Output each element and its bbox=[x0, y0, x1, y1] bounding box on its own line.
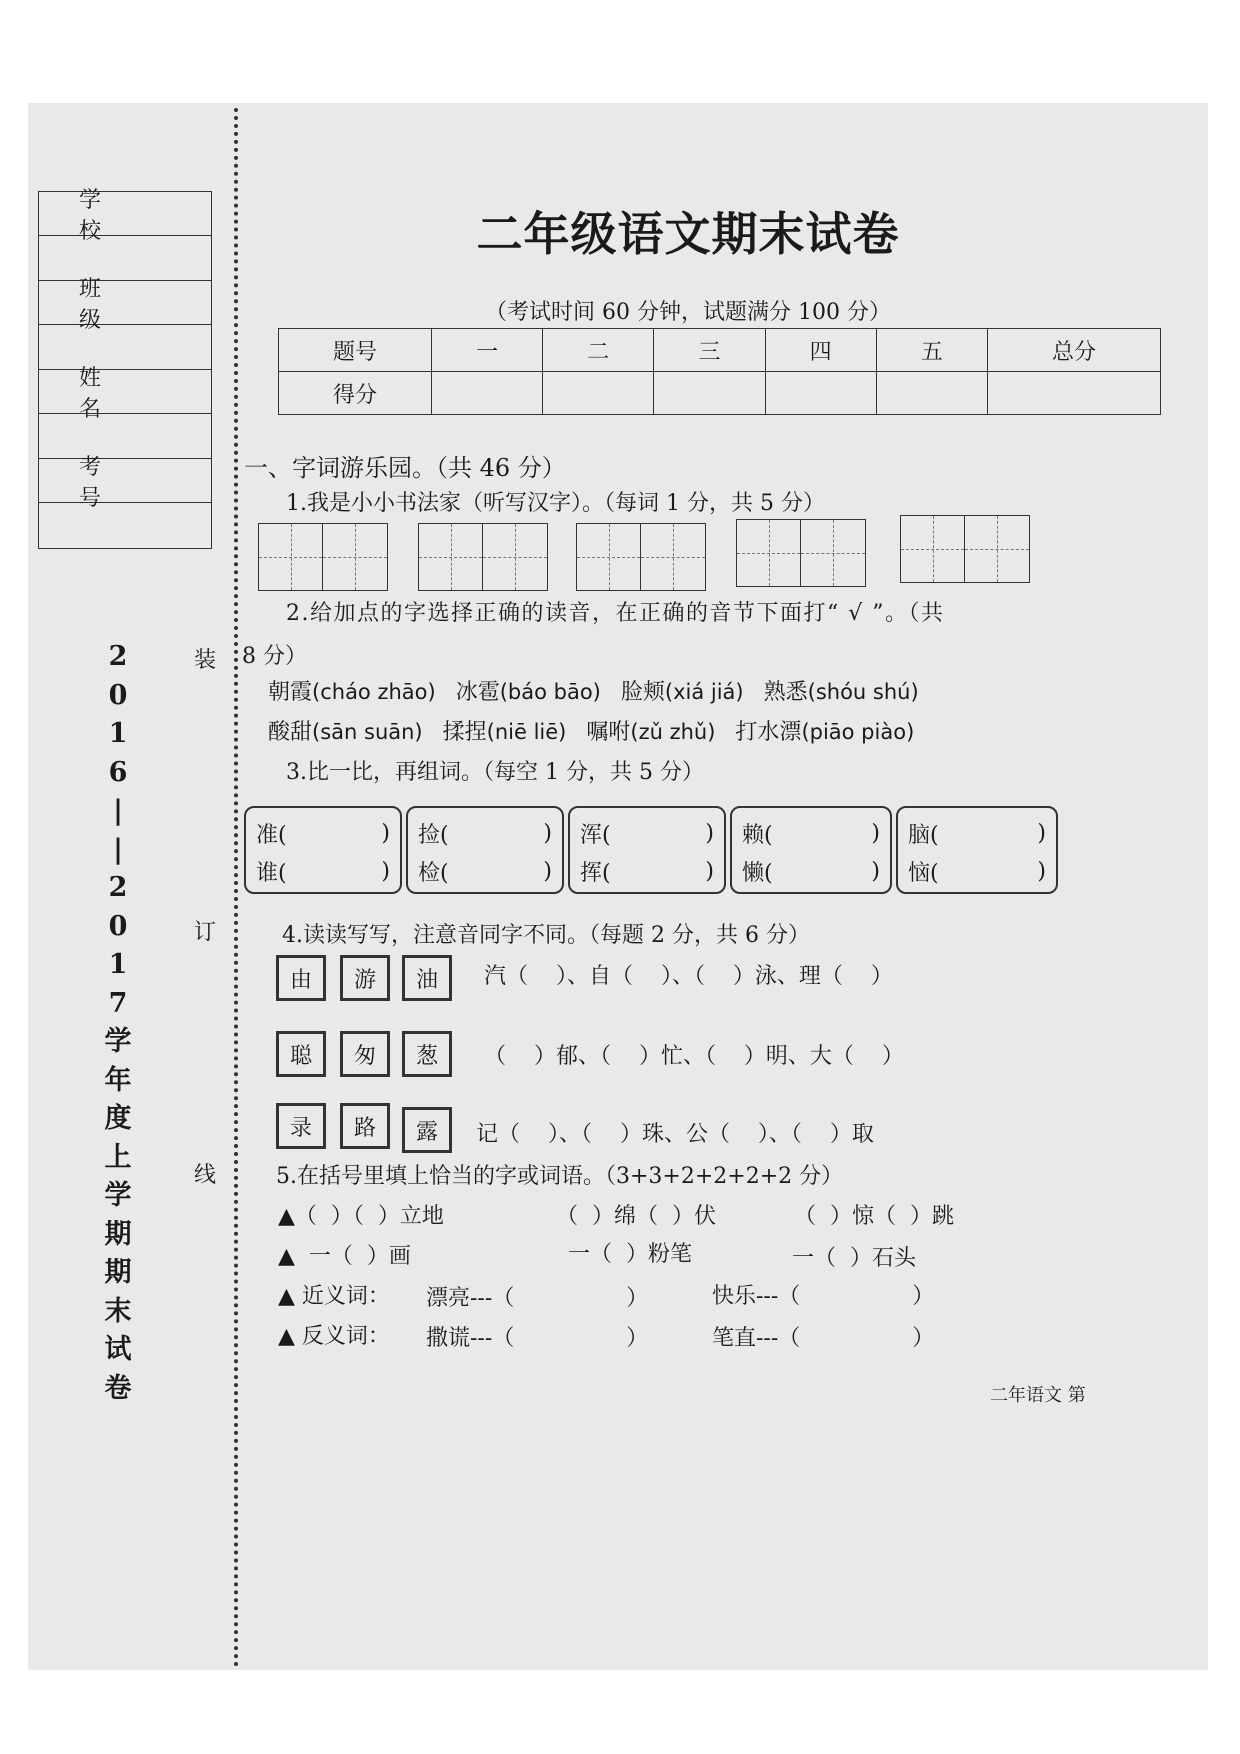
compare-char: 捡( bbox=[418, 822, 449, 848]
page-footer: 二年语文 第 bbox=[990, 1385, 1086, 1406]
homophone-char-box: 聪 bbox=[276, 1031, 326, 1077]
bracket: ) bbox=[871, 820, 880, 846]
homophone-char-box: 葱 bbox=[402, 1031, 452, 1077]
year-char: 0 bbox=[108, 910, 128, 942]
tian-ge-cell[interactable] bbox=[901, 516, 965, 582]
year-char: 卷 bbox=[104, 1372, 132, 1404]
tian-ge-cell[interactable] bbox=[737, 520, 801, 586]
score-table bbox=[278, 328, 1161, 415]
pinyin-word: 冰雹 bbox=[455, 680, 500, 705]
year-char: 学 bbox=[104, 1026, 132, 1057]
score-table-score-row bbox=[279, 372, 1161, 415]
compare-char: 恼( bbox=[908, 860, 939, 886]
compare-line[interactable] bbox=[580, 814, 714, 852]
year-char: 2 bbox=[108, 872, 128, 903]
antonym-fill[interactable]: 撒谎---（ ） bbox=[426, 1326, 649, 1351]
synonym-label: ▲ 近义词： bbox=[278, 1284, 390, 1309]
question-2-text-cont: 8 分） bbox=[242, 644, 307, 669]
compare-line[interactable] bbox=[580, 852, 714, 890]
dictation-grid[interactable] bbox=[258, 523, 388, 591]
school-year-vertical bbox=[98, 638, 138, 1408]
bracket: ) bbox=[381, 820, 390, 846]
tian-ge-cell[interactable] bbox=[323, 524, 387, 590]
bracket: ) bbox=[705, 820, 714, 846]
tian-ge-cell[interactable] bbox=[641, 524, 705, 590]
question-1-text: 1.我是小小书法家（听写汉字）。（每词 1 分，共 5 分） bbox=[286, 491, 825, 516]
compare-char: 准( bbox=[256, 822, 287, 848]
binding-word-ding: 订 bbox=[193, 920, 216, 945]
score-cell[interactable] bbox=[654, 372, 765, 415]
compare-box bbox=[568, 806, 726, 894]
year-char: 0 bbox=[108, 679, 128, 711]
synonym-fill[interactable]: 快乐---（ ） bbox=[712, 1284, 935, 1309]
exam-subtitle: （考试时间 60 分钟，试题满分 100 分） bbox=[485, 300, 891, 325]
synonym-fill[interactable]: 漂亮---（ ） bbox=[426, 1286, 649, 1311]
score-cell[interactable] bbox=[765, 372, 876, 415]
score-cell[interactable] bbox=[988, 372, 1161, 415]
pinyin-item bbox=[586, 715, 715, 746]
year-char: | bbox=[113, 795, 123, 826]
compare-box bbox=[244, 806, 402, 894]
compare-line[interactable] bbox=[256, 852, 390, 890]
pinyin-item bbox=[456, 675, 601, 706]
school-label: 学 校 bbox=[39, 192, 211, 236]
question-4-text: 4.读读写写，注意音同字不同。（每题 2 分，共 6 分） bbox=[282, 923, 810, 948]
pinyin-word: 熟悉 bbox=[763, 680, 808, 705]
pinyin-row-2 bbox=[268, 715, 934, 746]
binding-word-xian: 线 bbox=[193, 1163, 216, 1188]
year-char: 1 bbox=[108, 949, 128, 980]
score-row-label: 得分 bbox=[279, 372, 432, 415]
homophone-char-box: 录 bbox=[276, 1103, 326, 1149]
pinyin-item bbox=[764, 675, 919, 706]
antonym-fill[interactable]: 笔直---（ ） bbox=[712, 1326, 935, 1351]
score-table-header-row bbox=[279, 329, 1161, 372]
bracket: ) bbox=[543, 820, 552, 846]
score-header-cell: 题号 bbox=[279, 329, 432, 372]
dictation-grid[interactable] bbox=[736, 519, 866, 587]
idiom-fill[interactable]: ▲（ ）（ ）立地 bbox=[278, 1204, 444, 1229]
exam-number-label: 考 号 bbox=[39, 459, 211, 503]
exam-paper bbox=[28, 103, 1208, 1670]
bracket: ) bbox=[543, 858, 552, 884]
bracket: ) bbox=[1037, 820, 1046, 846]
dictation-grid[interactable] bbox=[418, 523, 548, 591]
class-label: 班 级 bbox=[39, 281, 211, 325]
pinyin-options[interactable]: (xiá jiá) bbox=[664, 680, 744, 704]
pinyin-options[interactable]: (cháo zhāo) bbox=[312, 680, 436, 704]
pinyin-item bbox=[735, 715, 914, 746]
pinyin-options[interactable]: (báo bāo) bbox=[499, 680, 601, 704]
pinyin-item bbox=[443, 715, 567, 746]
compare-box bbox=[406, 806, 564, 894]
score-header-cell: 二 bbox=[543, 329, 654, 372]
pinyin-options[interactable]: (piāo piào) bbox=[801, 720, 915, 744]
compare-line[interactable] bbox=[418, 852, 552, 890]
bracket: ) bbox=[705, 858, 714, 884]
tian-ge-cell[interactable] bbox=[259, 524, 323, 590]
compare-char: 浑( bbox=[580, 822, 611, 848]
pinyin-word: 嘱咐 bbox=[586, 720, 631, 745]
year-char: 期 bbox=[104, 1257, 132, 1288]
compare-line[interactable] bbox=[256, 814, 390, 852]
idiom-fill[interactable]: （ ）惊（ ）跳 bbox=[794, 1204, 954, 1229]
pinyin-options[interactable]: (zǔ zhǔ) bbox=[630, 720, 716, 744]
pinyin-word: 朝霞 bbox=[268, 680, 313, 705]
compare-line[interactable] bbox=[742, 852, 880, 890]
year-char: 末 bbox=[104, 1295, 132, 1327]
dictation-grid[interactable] bbox=[576, 523, 706, 591]
binding-word-zhuang: 装 bbox=[193, 648, 216, 673]
compare-box bbox=[896, 806, 1058, 894]
homophone-char-box: 由 bbox=[276, 955, 326, 1001]
question-3-text: 3.比一比，再组词。（每空 1 分，共 5 分） bbox=[286, 760, 704, 785]
compare-char: 赖( bbox=[742, 822, 773, 848]
compare-char: 谁( bbox=[256, 860, 287, 886]
antonym-label: ▲ 反义词： bbox=[278, 1324, 390, 1349]
pinyin-options[interactable]: (niē liē) bbox=[486, 720, 567, 744]
homophone-char-box: 匆 bbox=[340, 1031, 390, 1077]
score-header-cell: 四 bbox=[765, 329, 876, 372]
pinyin-word: 打水漂 bbox=[735, 720, 802, 745]
homophone-fill-line[interactable]: 汽（ ）、自（ ）、（ ）泳、理（ ） bbox=[484, 964, 893, 989]
compare-char: 检( bbox=[418, 860, 449, 886]
compare-char: 懒( bbox=[742, 860, 773, 886]
score-cell[interactable] bbox=[432, 372, 543, 415]
homophone-fill-line[interactable]: （ ）郁、（ ）忙、（ ）明、大（ ） bbox=[484, 1044, 904, 1069]
homophone-char-box: 露 bbox=[402, 1107, 452, 1153]
measure-word-fill[interactable]: 一（ ）石头 bbox=[792, 1246, 916, 1271]
homophone-char-box: 路 bbox=[340, 1103, 390, 1149]
year-char: | bbox=[113, 833, 123, 865]
score-cell[interactable] bbox=[543, 372, 654, 415]
score-header-cell: 三 bbox=[654, 329, 765, 372]
binding-dotted-line bbox=[234, 108, 238, 1668]
exam-title: 二年级语文期末试卷 bbox=[476, 207, 900, 261]
tian-ge-cell[interactable] bbox=[483, 524, 547, 590]
homophone-fill-line[interactable]: 记（ ）、（ ）珠、公（ ）、（ ）取 bbox=[476, 1122, 874, 1147]
compare-char: 脑( bbox=[908, 822, 939, 848]
year-char: 度 bbox=[104, 1103, 132, 1134]
measure-word-fill[interactable]: ▲ 一（ ）画 bbox=[278, 1244, 411, 1269]
score-cell[interactable] bbox=[876, 372, 987, 415]
pinyin-options[interactable]: (shóu shú) bbox=[807, 680, 919, 704]
compare-line[interactable] bbox=[742, 814, 880, 852]
pinyin-row-1 bbox=[268, 675, 939, 706]
question-5-text: 5.在括号里填上恰当的字或词语。（3+3+2+2+2+2 分） bbox=[276, 1164, 844, 1189]
compare-line[interactable] bbox=[418, 814, 552, 852]
name-label: 姓 名 bbox=[39, 370, 211, 414]
year-char: 7 bbox=[108, 987, 128, 1019]
student-info-box bbox=[38, 187, 212, 549]
question-2-text: 2.给加点的字选择正确的读音，在正确的音节下面打“ √ ”。（共 bbox=[286, 601, 945, 626]
year-char: 年 bbox=[104, 1064, 132, 1096]
score-header-cell: 五 bbox=[876, 329, 987, 372]
pinyin-item bbox=[268, 715, 423, 746]
compare-char: 挥( bbox=[580, 860, 611, 886]
tian-ge-cell[interactable] bbox=[419, 524, 483, 590]
bracket: ) bbox=[381, 858, 390, 884]
section-1-heading: 一、字词游乐园。（共 46 分） bbox=[244, 454, 566, 482]
homophone-char-box: 游 bbox=[340, 955, 390, 1001]
score-header-cell: 一 bbox=[432, 329, 543, 372]
score-header-cell: 总分 bbox=[988, 329, 1161, 372]
bracket: ) bbox=[1037, 858, 1046, 884]
tian-ge-cell[interactable] bbox=[965, 516, 1029, 582]
compare-line[interactable] bbox=[908, 814, 1046, 852]
year-char: 期 bbox=[104, 1218, 132, 1250]
compare-line[interactable] bbox=[908, 852, 1046, 890]
measure-word-fill[interactable]: 一（ ）粉笔 bbox=[568, 1242, 692, 1267]
pinyin-item bbox=[621, 675, 744, 706]
year-char: 上 bbox=[104, 1141, 132, 1173]
dictation-grid[interactable] bbox=[900, 515, 1030, 583]
compare-box bbox=[730, 806, 892, 894]
homophone-char-box: 油 bbox=[402, 955, 452, 1001]
tian-ge-cell[interactable] bbox=[577, 524, 641, 590]
pinyin-word: 酸甜 bbox=[268, 720, 313, 745]
year-char: 试 bbox=[104, 1334, 132, 1365]
tian-ge-cell[interactable] bbox=[801, 520, 865, 586]
pinyin-word: 揉捏 bbox=[442, 720, 487, 745]
pinyin-item bbox=[268, 675, 436, 706]
idiom-fill[interactable]: （ ）绵（ ）伏 bbox=[556, 1204, 716, 1229]
pinyin-options[interactable]: (sān suān) bbox=[312, 720, 423, 744]
year-char: 2 bbox=[108, 641, 128, 672]
year-char: 学 bbox=[104, 1180, 132, 1211]
year-char: 1 bbox=[108, 718, 128, 749]
bracket: ) bbox=[871, 858, 880, 884]
pinyin-word: 脸颊 bbox=[620, 680, 665, 705]
year-char: 6 bbox=[108, 756, 128, 788]
